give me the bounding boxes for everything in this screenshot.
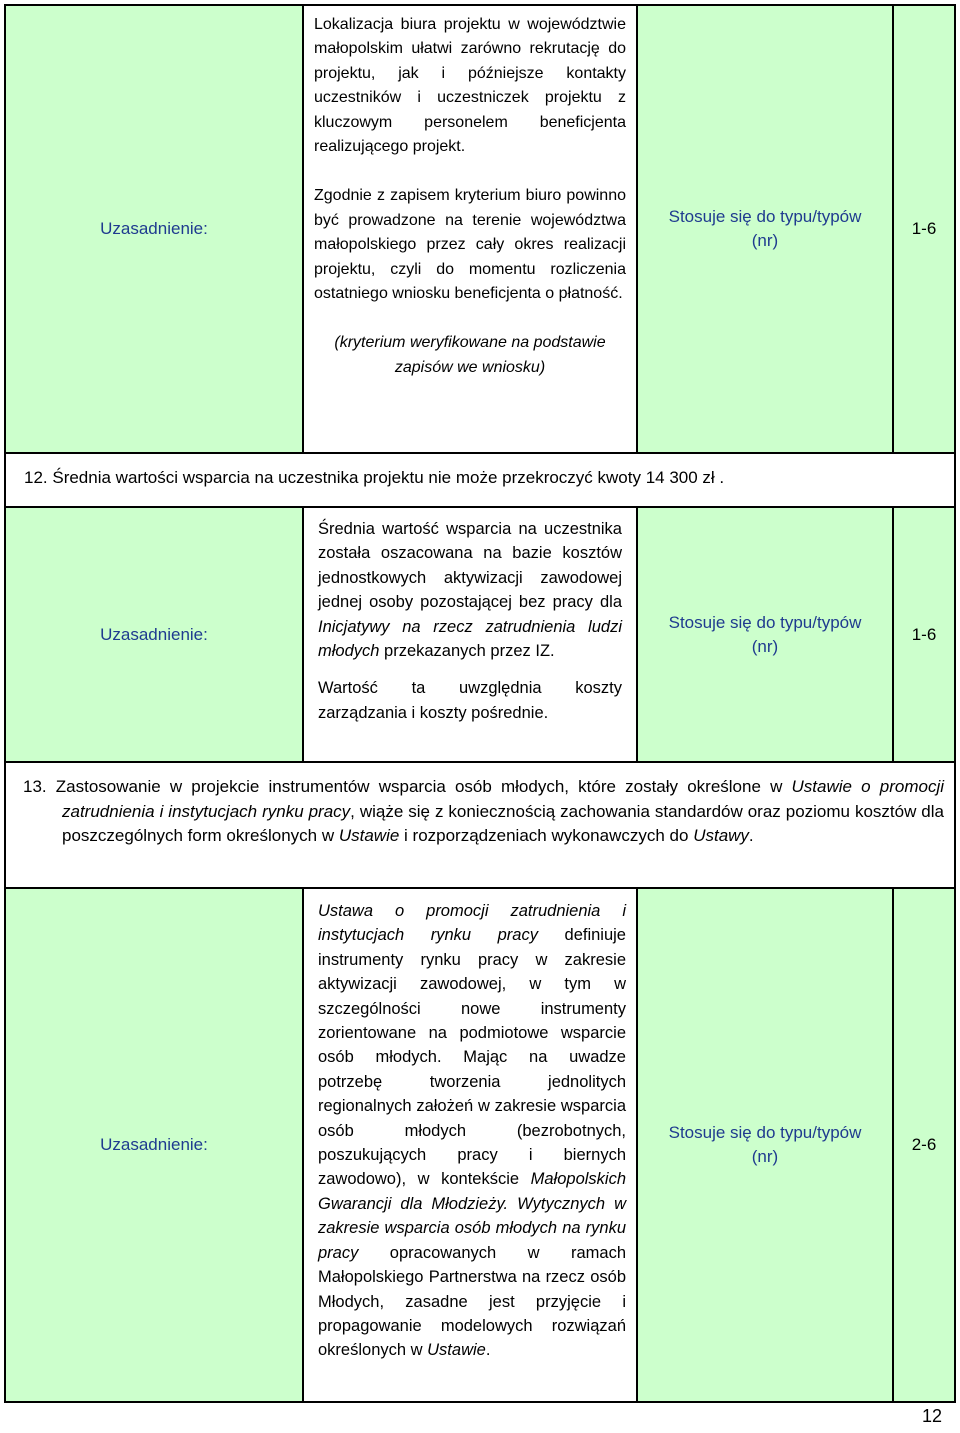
criterion-title-italic: Ustawie	[338, 826, 400, 845]
criterion-12-title-row	[4, 454, 956, 506]
applies-to-cell	[638, 508, 894, 761]
paragraph-text: Średnia wartość wsparcia na uczestnika została oszacowana na bazie kosztów jednostkowych aktywizacji zawodowej jednej osoby pozostającej bez pracy dla	[318, 520, 622, 612]
justification-paragraph: Zgodnie z zapisem kryterium biuro powinno być prowadzone na terenie województwa małopolskiego przez cały okres realizacji projektu, czyli do momentu rozliczenia ostatniego wniosku beneficjenta o płatność.	[314, 187, 626, 303]
criterion-12-justification-row	[4, 506, 956, 763]
criterion-title: 13. Zastosowanie w projekcie instrumentów wsparcia osób młodych, które zostały określone w	[23, 777, 792, 796]
justification-text-cell	[304, 508, 638, 761]
criterion-title: 12. Średnia wartości wsparcia na uczestnika projektu nie może przekroczyć kwoty 14 300 zł .	[24, 468, 725, 487]
applies-to-cell	[638, 889, 894, 1401]
justification-label-cell	[6, 508, 304, 761]
range-cell	[894, 889, 954, 1401]
justification-label: Uzasadnienie:	[100, 624, 208, 644]
justification-text-cell	[304, 6, 638, 452]
range-cell	[894, 6, 954, 452]
criterion-13-justification-row	[4, 887, 956, 1403]
paragraph-italic-text: Ustawa o promocji zatrudnienia i instytucjach rynku pracy	[318, 902, 626, 945]
paragraph-italic-text: Małopolskich Gwarancji dla Młodzieży. Wytycznych w zakresie wsparcia osób młodych na rynku pracy	[318, 1170, 626, 1262]
criterion-title-italic: Ustawy	[693, 826, 749, 845]
range-value: 1-6	[911, 624, 937, 644]
paragraph-text: definiuje instrumenty rynku pracy w zakresie aktywizacji zawodowej, w tym w szczególności nowe instrumenty zorientowane na podmiotowe wsparcie osób młodych. Mając na uwadze potrzebę tworzenia jednolitych regionalnych założeń w zakresie wsparcia osób młodych (bezrobotnych, poszukujących pracy i biernych zawodowo), w kontekście	[318, 926, 626, 1189]
paragraph-text: przekazanych przez IZ.	[379, 642, 555, 661]
applies-to-label: Stosuje się do typu/typów (nr)	[668, 1123, 862, 1166]
criterion-title-italic: Ustawie o promocji zatrudnienia i instytucjach rynku pracy	[62, 777, 944, 821]
justification-paragraph: Lokalizacja biura projektu w województwie małopolskim ułatwi zarówno rekrutację do projektu, jak i późniejsze kontakty uczestników i uczestniczek projektu z kluczowym personelem beneficjenta realizującego projekt.	[314, 16, 626, 156]
paragraph-italic-text: Ustawie	[427, 1341, 486, 1360]
range-value: 1-6	[911, 219, 937, 238]
paragraph-italic-text: Inicjatywy na rzecz zatrudnienia ludzi młodych	[318, 617, 622, 661]
paragraph-text: opracowanych w ramach Małopolskiego Partnerstwa na rzecz osób Młodych, zasadne jest przyjęcie i propagowanie modelowych rozwiązań określonych w	[318, 1243, 626, 1360]
justification-paragraph	[318, 899, 626, 1363]
applies-to-label: Stosuje się do typu/typów (nr)	[668, 207, 862, 250]
justification-label-cell	[6, 6, 304, 452]
justification-text-cell	[304, 889, 638, 1401]
justification-paragraph	[318, 517, 622, 663]
verification-note: (kryterium weryfikowane na podstawie zapisów we wniosku)	[334, 334, 606, 376]
justification-paragraph: Wartość ta uwzględnia koszty zarządzania i koszty pośrednie.	[318, 679, 622, 722]
criterion-title: i rozporządzeniach wykonawczych do	[399, 826, 694, 845]
criterion-13-title-row	[4, 763, 956, 887]
justification-label: Uzasadnienie:	[100, 219, 208, 238]
range-cell	[894, 508, 954, 761]
justification-label: Uzasadnienie:	[100, 1135, 208, 1154]
applies-to-label: Stosuje się do typu/typów (nr)	[668, 612, 862, 656]
criterion-title: .	[748, 826, 754, 845]
justification-label-cell	[6, 889, 304, 1401]
paragraph-text: .	[485, 1341, 491, 1360]
page-number: 12	[921, 1406, 942, 1426]
criterion-title: , wiąże się z koniecznością zachowania standardów oraz poziomu kosztów dla poszczególnych form określonych w	[62, 801, 944, 845]
applies-to-cell	[638, 6, 894, 452]
range-value: 2-6	[911, 1135, 937, 1154]
criterion-11-justification-row	[4, 4, 956, 454]
